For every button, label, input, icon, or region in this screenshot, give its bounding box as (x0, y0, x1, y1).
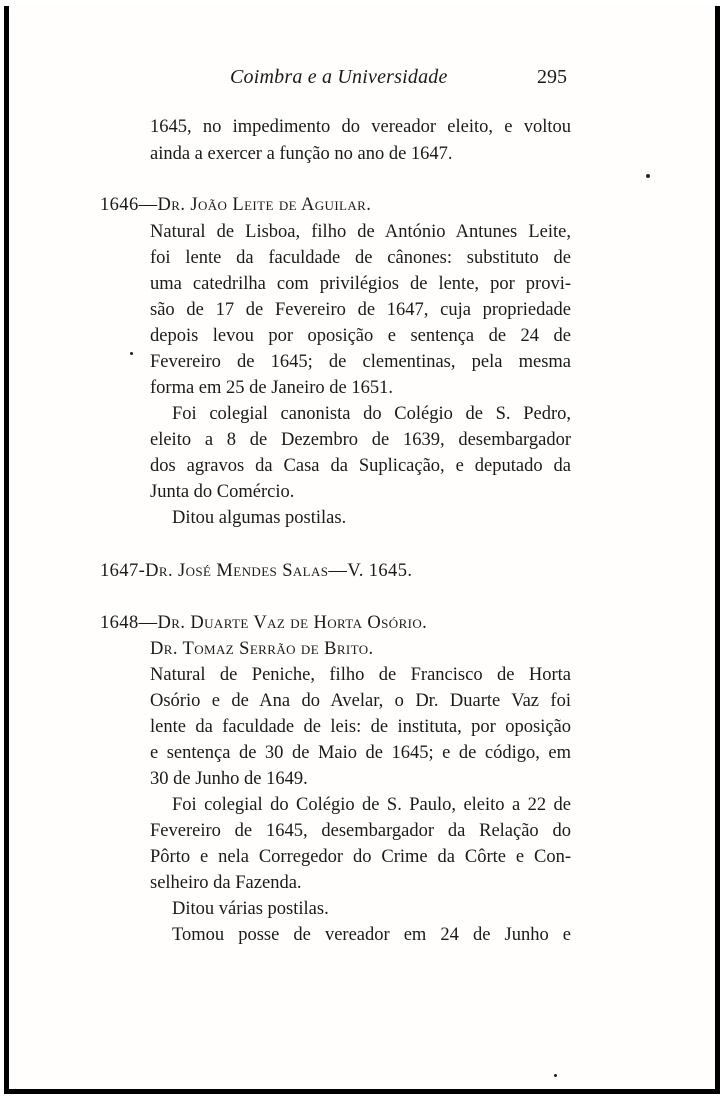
text-line: Ditou várias postilas. (172, 899, 329, 919)
text-line: Pôrto e nela Corregedor do Crime da Côrte e Con- (150, 847, 571, 867)
text-line: Junta do Comércio. (150, 482, 295, 502)
text-line: Tomou posse de vereador em 24 de Junho e (172, 925, 571, 945)
text-line: Ditou algumas postilas. (172, 508, 347, 528)
text-line: Fevereiro de 1645, desembargador da Relação do (150, 821, 571, 841)
text-line: lente da faculdade de leis: de instituta, por oposição (150, 717, 571, 737)
text-line: 30 de Junho de 1649. (150, 769, 308, 789)
text-line: eleito a 8 de Dezembro de 1639, desembargador (150, 430, 571, 450)
text-line: Natural de Lisboa, filho de António Antunes Leite, (150, 222, 571, 242)
text-line: Foi colegial canonista do Colégio de S. Pedro, (172, 404, 571, 424)
entry-heading-1646: 1646—Dr. João Leite de Aguilar. (100, 195, 372, 215)
text-line: forma em 25 de Janeiro de 1651. (150, 378, 393, 398)
text-line: dos agravos da Casa da Suplicação, e deputado da (150, 456, 571, 476)
text-line: são de 17 de Fevereiro de 1647, cuja propriedade (150, 300, 571, 320)
page-number: 295 (537, 66, 567, 88)
scan-speck (554, 1074, 557, 1077)
text-line: 1645, no impedimento do vereador eleito, e voltou (150, 117, 571, 137)
text-line: Natural de Peniche, filho de Francisco de Horta (150, 665, 571, 685)
text-line: depois levou por oposição e sentença de 24 de (150, 326, 571, 346)
text-line: uma catedrilha com privilégios de lente, por provi- (150, 274, 571, 294)
text-line: Fevereiro de 1645; de clementinas, pela mesma (150, 352, 571, 372)
text-line: ainda a exercer a função no ano de 1647. (150, 144, 453, 164)
scan-speck (130, 352, 133, 355)
text-line: foi lente da faculdade de cânones: substituto de (150, 248, 571, 268)
entry-heading-1647: 1647-Dr. José Mendes Salas—V. 1645. (100, 561, 413, 581)
entry-heading-1648: 1648—Dr. Duarte Vaz de Horta Osório. (100, 613, 428, 633)
text-line: Osório e de Ana do Avelar, o Dr. Duarte Vaz foi (150, 691, 571, 711)
text-line: e sentença de 30 de Maio de 1645; e de código, em (150, 743, 571, 763)
entry-subheading-1648: Dr. Tomaz Serrão de Brito. (150, 639, 374, 659)
text-line: Foi colegial do Colégio de S. Paulo, eleito a 22 de (172, 795, 571, 815)
scan-speck (646, 174, 650, 178)
page-header (0, 66, 728, 96)
running-title: Coimbra e a Universidade (230, 66, 448, 88)
text-line: selheiro da Fazenda. (150, 873, 302, 893)
